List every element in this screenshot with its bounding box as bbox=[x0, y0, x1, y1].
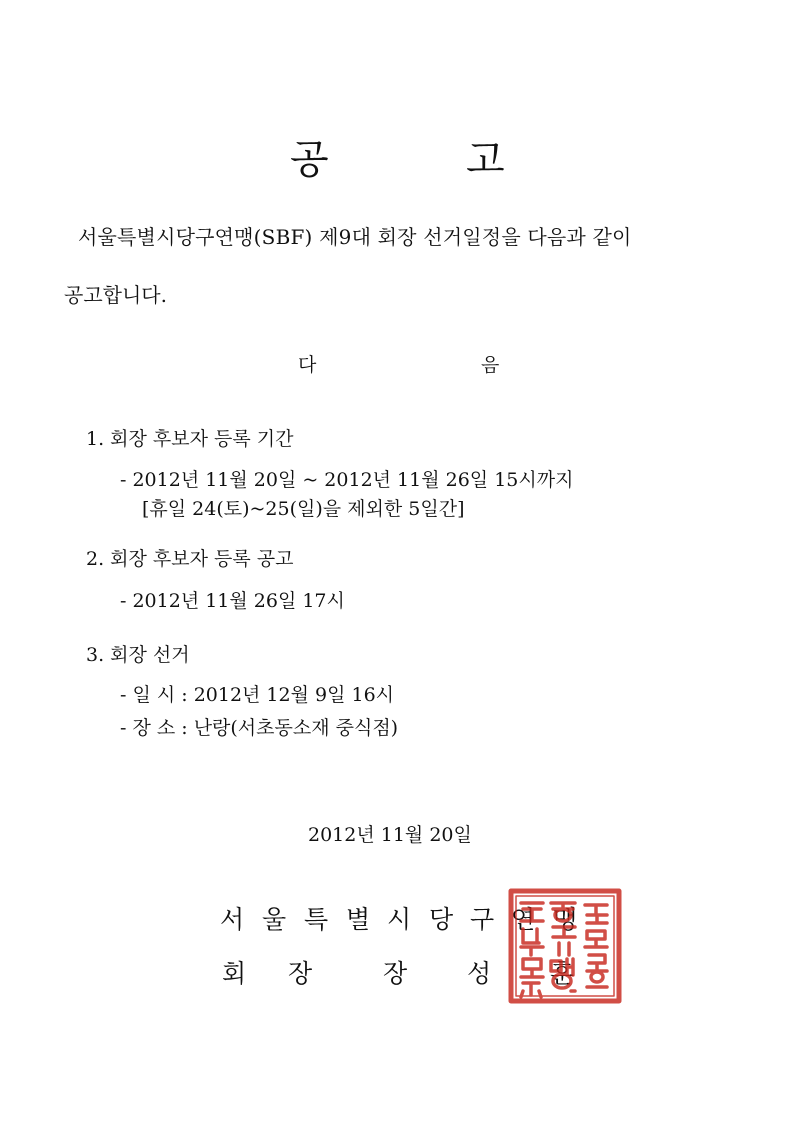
org-name-char-2: 울 bbox=[262, 905, 287, 934]
official-seal-stamp bbox=[507, 887, 623, 1005]
title-char-left: 공 bbox=[290, 137, 329, 183]
notice-date: 2012년 11월 20일 bbox=[308, 824, 472, 846]
role-char-2: 장 bbox=[288, 959, 313, 988]
item-2-heading: 2. 회장 후보자 등록 공고 bbox=[86, 548, 294, 570]
person-char-3: 훈 bbox=[550, 959, 575, 988]
org-name-char-1: 서 bbox=[220, 905, 245, 934]
org-name-char-6: 당 bbox=[429, 905, 454, 934]
item-2-line-1: - 2012년 11월 26일 17시 bbox=[120, 590, 345, 612]
org-name-char-9: 맹 bbox=[553, 905, 578, 934]
seal-graphic bbox=[507, 887, 623, 1005]
org-name-char-7: 구 bbox=[470, 905, 495, 934]
title-char-right: 고 bbox=[466, 137, 505, 183]
item-3-line-1: - 일 시 : 2012년 12월 9일 16시 bbox=[120, 684, 395, 706]
subheading-left: 다 bbox=[298, 354, 317, 376]
person-char-2: 성 bbox=[467, 959, 492, 988]
intro-line-2: 공고합니다. bbox=[64, 283, 167, 307]
item-3-heading: 3. 회장 선거 bbox=[86, 644, 190, 666]
item-3-line-2: - 장 소 : 난랑(서초동소재 중식점) bbox=[120, 717, 399, 739]
org-name-char-5: 시 bbox=[387, 905, 412, 934]
org-name-char-3: 특 bbox=[304, 905, 329, 934]
person-char-1: 장 bbox=[383, 959, 408, 988]
item-1-line-1: - 2012년 11월 20일 ~ 2012년 11월 26일 15시까지 bbox=[120, 469, 574, 491]
org-name-char-8: 연 bbox=[511, 905, 536, 934]
subheading-right: 음 bbox=[481, 354, 500, 376]
intro-line-1: 서울특별시당구연맹(SBF) 제9대 회장 선거일정을 다음과 같이 bbox=[78, 225, 632, 249]
role-char-1: 회 bbox=[222, 959, 247, 988]
org-name-char-4: 별 bbox=[346, 905, 371, 934]
item-1-line-2: [휴일 24(토)~25(일)을 제외한 5일간] bbox=[142, 498, 465, 520]
item-1-heading: 1. 회장 후보자 등록 기간 bbox=[86, 428, 294, 450]
